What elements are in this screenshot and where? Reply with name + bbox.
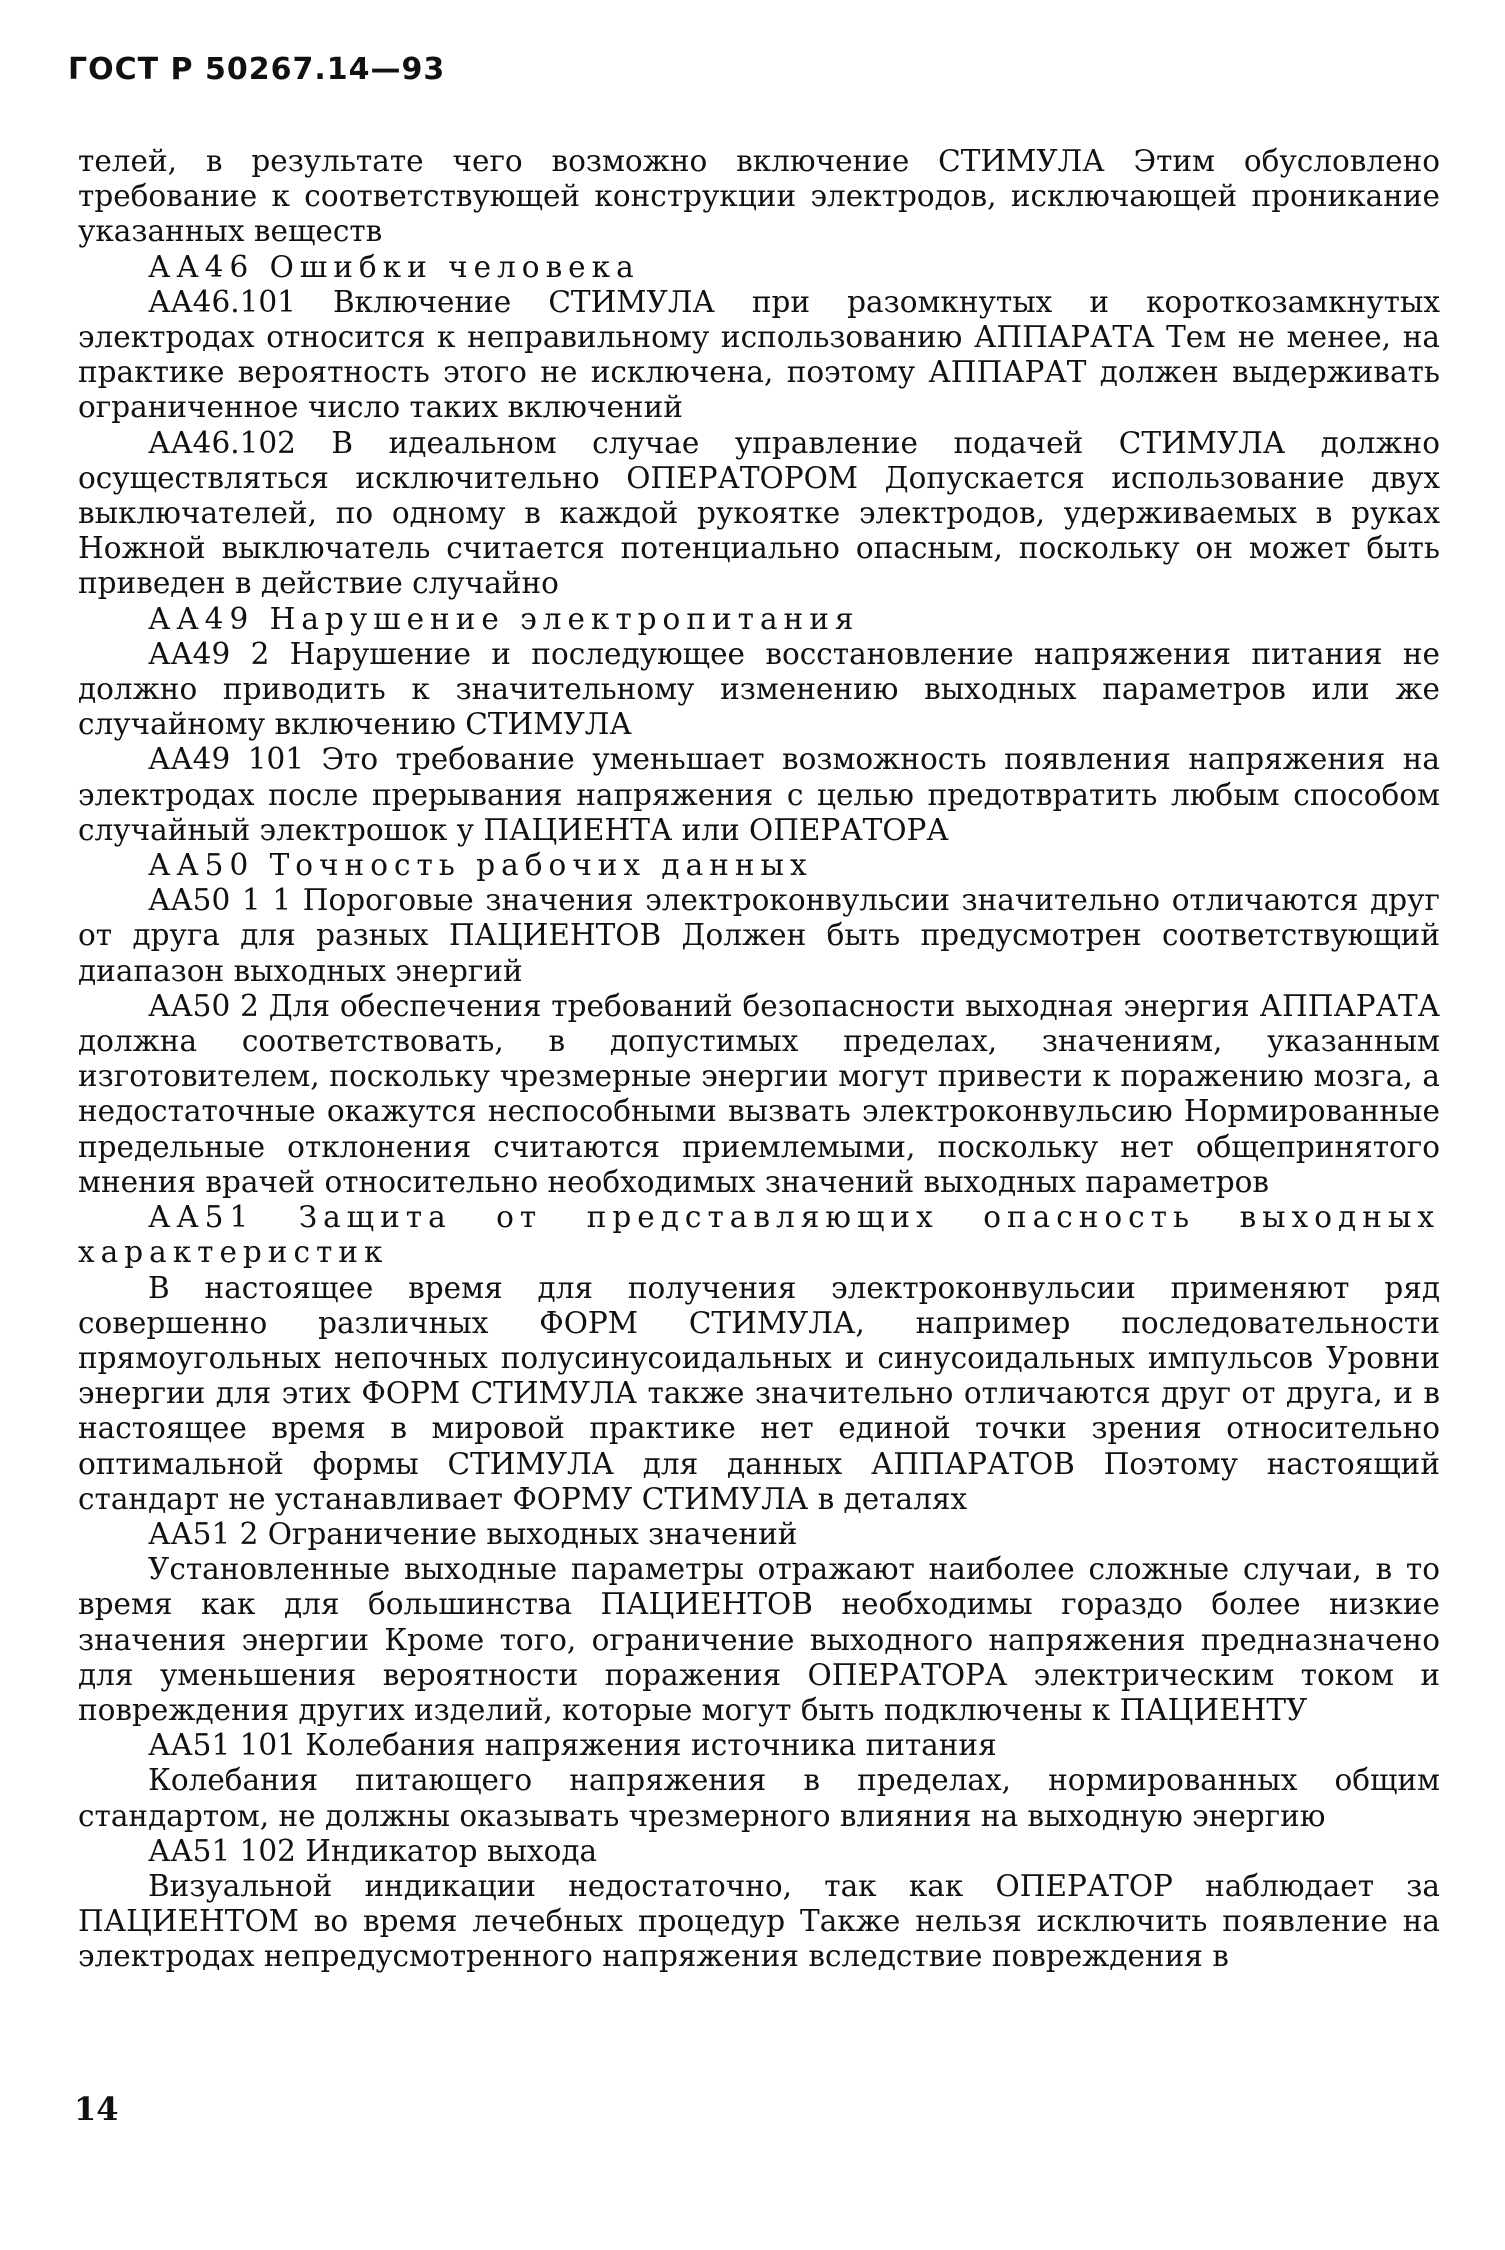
section-heading: АА51 Защита от представляющих опасность выходных характеристик xyxy=(78,1200,1440,1270)
paragraph: Визуальной индикации недостаточно, так как ОПЕРАТОР наблюдает за ПАЦИЕНТОМ во время лечебных процедур Также нельзя исключить появление на электродах непредусмотренного напряжения вследствие повреждения в xyxy=(78,1868,1440,1974)
paragraph: АА50 2 Для обеспечения требований безопасности выходная энергия АППАРАТА должна соответствовать, в допустимых пределах, значениям, указанным изготовителем, поскольку чрезмерные энергии могут привести к поражению мозга, а недостаточные окажутся неспособными вызвать электроконвульсию Нормированные предельные отклонения считаются приемлемыми, поскольку нет общепринятого мнения врачей относительно необходимых значений выходных параметров xyxy=(78,988,1440,1199)
subsection-heading: АА51 102 Индикатор выхода xyxy=(148,1833,598,1868)
paragraph: АА46.102 В идеальном случае управление подачей СТИМУЛА должно осуществляться исключительно ОПЕРАТОРОМ Допускается использование двух выключателей, по одному в каждой рукоятке электродов, удерживаемых в руках Ножной выключатель считается потенциально опасным, поскольку он может быть приведен в действие случайно xyxy=(78,425,1440,601)
paragraph: АА50 1 1 Пороговые значения электроконвульсии значительно отличаются друг от друга для разных ПАЦИЕНТОВ Должен быть предусмотрен соответствующий диапазон выходных энергий xyxy=(78,883,1440,988)
section-heading: АА50 Точность рабочих данных xyxy=(148,848,813,883)
section-heading: АА49 Нарушение электропитания xyxy=(148,601,860,636)
paragraph: телей, в результате чего возможно включение СТИМУЛА Этим обусловлено требование к соответствующей конструкции электродов, исключающей проникание указанных веществ xyxy=(78,144,1440,249)
paragraph: АА46.101 Включение СТИМУЛА при разомкнутых и короткозамкнутых электродах относится к неправильному использованию АППАРАТА Тем не менее, на практике вероятность этого не исключена, поэтому АППАРАТ должен выдерживать ограниченное число таких включений xyxy=(78,284,1440,425)
page-header: ГОСТ Р 50267.14—93 xyxy=(68,52,446,87)
paragraph: Установленные выходные параметры отражают наиболее сложные случаи, в то время как для большинства ПАЦИЕНТОВ необходимы гораздо более низкие значения энергии Кроме того, ограничение выходного напряжения предназначено для уменьшения вероятности поражения ОПЕРАТОРА электрическим током и повреждения других изделий, которые могут быть подключены к ПАЦИЕНТУ xyxy=(78,1552,1440,1727)
paragraph: Колебания питающего напряжения в пределах, нормированных общим стандартом, не должны оказывать чрезмерного влияния на выходную энергию xyxy=(78,1763,1440,1833)
body-text xyxy=(78,144,1440,1975)
page-number: 14 xyxy=(74,2090,119,2128)
paragraph: В настоящее время для получения электроконвульсии применяют ряд совершенно различных ФОРМ СТИМУЛА, например последовательности прямоугольных непочных полусинусоидальных и синусоидальных импульсов Уровни энергии для этих ФОРМ СТИМУЛА также значительно отличаются друг от друга, и в настоящее время в мировой практике нет единой точки зрения относительно оптимальной формы СТИМУЛА для данных АППАРАТОВ Поэтому настоящий стандарт не устанавливает ФОРМУ СТИМУЛА в деталях xyxy=(78,1270,1440,1516)
subsection-heading: АА51 2 Ограничение выходных значений xyxy=(148,1516,798,1551)
paragraph: АА49 2 Нарушение и последующее восстановление напряжения питания не должно приводить к значительному изменению выходных параметров или же случайному включению СТИМУЛА xyxy=(78,636,1440,742)
paragraph: АА49 101 Это требование уменьшает возможность появления напряжения на электродах после прерывания напряжения с целью предотвратить любым способом случайный электрошок у ПАЦИЕНТА или ОПЕРАТОРА xyxy=(78,742,1440,847)
section-heading: АА46 Ошибки человека xyxy=(148,249,640,284)
subsection-heading: АА51 101 Колебания напряжения источника питания xyxy=(148,1728,997,1763)
